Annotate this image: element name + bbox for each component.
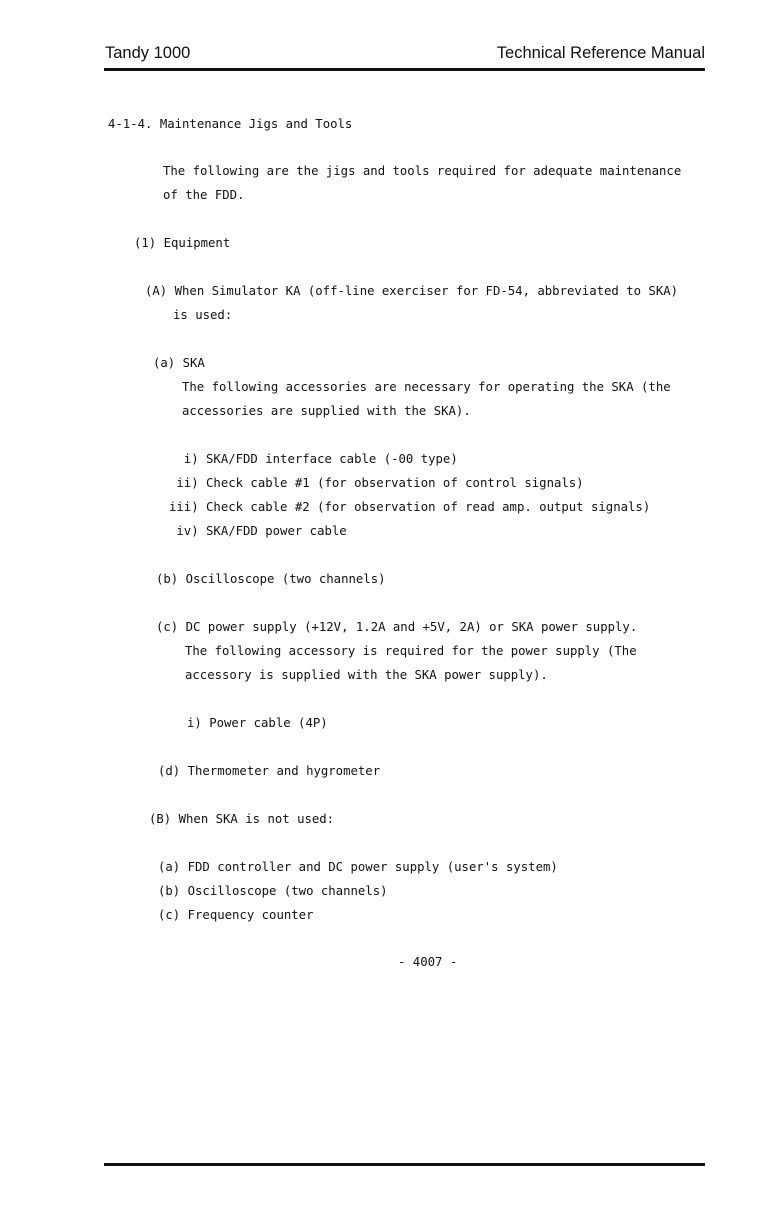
- item-c-text-line-2: accessory is supplied with the SKA power supply).: [185, 668, 548, 682]
- equipment-heading: (1) Equipment: [134, 236, 231, 250]
- accessory-item-4: iv) SKA/FDD power cable: [169, 524, 347, 538]
- section-b-item-2: (b) Oscilloscope (two channels): [158, 884, 388, 898]
- section-b-item-1: (a) FDD controller and DC power supply (user's system): [158, 860, 558, 874]
- item-b: (b) Oscilloscope (two channels): [156, 572, 386, 586]
- section-a-heading-line-2: is used:: [173, 308, 233, 322]
- item-c-text-line-1: The following accessory is required for the power supply (The: [185, 644, 637, 658]
- section-a-heading-line-1: (A) When Simulator KA (off-line exerciser for FD-54, abbreviated to SKA): [145, 284, 679, 298]
- header-manual-title: Technical Reference Manual: [496, 44, 705, 62]
- footer-rule: [104, 1163, 705, 1166]
- page-number: - 4007 -: [398, 955, 458, 969]
- header-product: Tandy 1000: [105, 44, 191, 62]
- header-rule: [104, 68, 705, 71]
- section-b-heading: (B) When SKA is not used:: [149, 812, 335, 826]
- item-c-heading: (c) DC power supply (+12V, 1.2A and +5V, 2A) or SKA power supply.: [156, 620, 638, 634]
- item-a-heading: (a) SKA: [153, 356, 205, 370]
- accessory-item-2: ii) Check cable #1 (for observation of control signals): [169, 476, 584, 490]
- accessory-item-1: i) SKA/FDD interface cable (-00 type): [169, 452, 458, 466]
- accessory-item-3: iii) Check cable #2 (for observation of read amp. output signals): [169, 500, 651, 514]
- item-a-text-line-2: accessories are supplied with the SKA).: [182, 404, 471, 418]
- item-d: (d) Thermometer and hygrometer: [158, 764, 381, 778]
- intro-line-1: The following are the jigs and tools required for adequate maintenance: [163, 164, 682, 178]
- power-cable-item: i) Power cable (4P): [187, 716, 328, 730]
- intro-line-2: of the FDD.: [163, 188, 245, 202]
- item-a-text-line-1: The following accessories are necessary for operating the SKA (the: [182, 380, 671, 394]
- section-title: 4-1-4. Maintenance Jigs and Tools: [108, 117, 353, 131]
- section-b-item-3: (c) Frequency counter: [158, 908, 314, 922]
